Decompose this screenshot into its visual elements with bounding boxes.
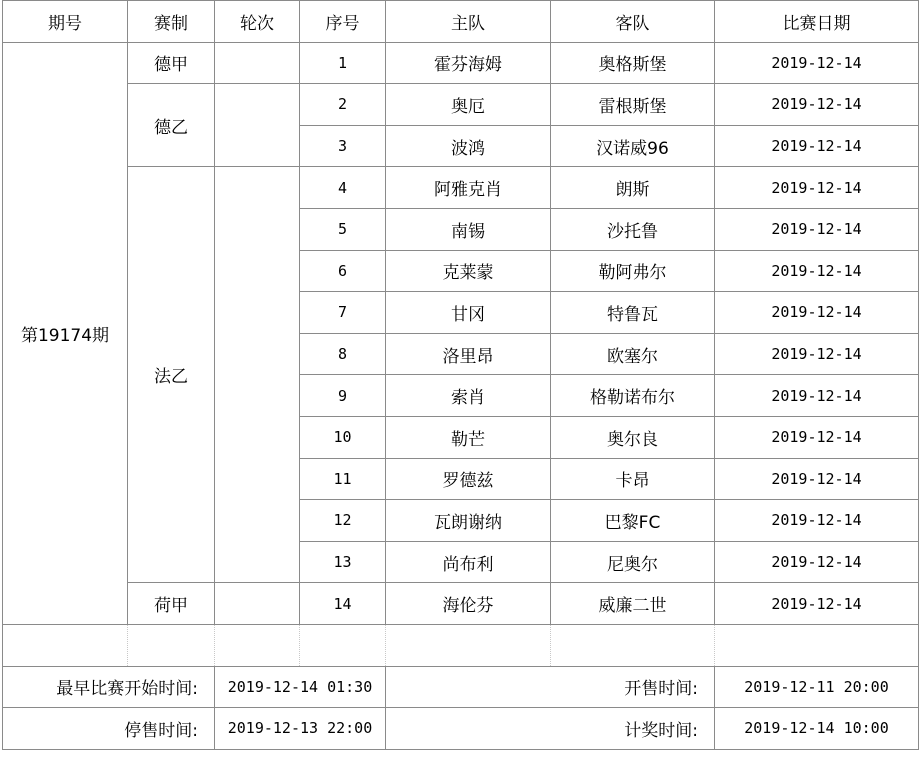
match-no: 7 — [300, 292, 386, 334]
away-team: 特鲁瓦 — [551, 292, 715, 334]
away-team: 沙托鲁 — [551, 208, 715, 250]
match-date: 2019-12-14 — [715, 84, 919, 126]
prize-time-label: 计奖时间: — [386, 708, 715, 750]
round-cell — [215, 42, 300, 84]
footer-row-1 — [3, 666, 919, 708]
match-no: 4 — [300, 167, 386, 209]
header-no: 序号 — [300, 1, 386, 43]
league-cell: 德乙 — [128, 84, 215, 167]
table-row — [3, 84, 919, 126]
round-cell — [215, 84, 300, 167]
home-team: 洛里昂 — [386, 333, 551, 375]
match-no: 14 — [300, 583, 386, 625]
home-team: 奥厄 — [386, 84, 551, 126]
match-date: 2019-12-14 — [715, 208, 919, 250]
away-team: 卡昂 — [551, 458, 715, 500]
header-league: 赛制 — [128, 1, 215, 43]
home-team: 甘冈 — [386, 292, 551, 334]
away-team: 威廉二世 — [551, 583, 715, 625]
match-date: 2019-12-14 — [715, 167, 919, 209]
away-team: 奥尔良 — [551, 416, 715, 458]
away-team: 奥格斯堡 — [551, 42, 715, 84]
away-team: 欧塞尔 — [551, 333, 715, 375]
away-team: 尼奥尔 — [551, 541, 715, 583]
blank-cell — [551, 624, 715, 666]
blank-cell — [128, 624, 215, 666]
sale-stop-value: 2019-12-13 22:00 — [215, 708, 386, 750]
header-date: 比赛日期 — [715, 1, 919, 43]
match-date: 2019-12-14 — [715, 458, 919, 500]
match-date: 2019-12-14 — [715, 333, 919, 375]
round-cell — [215, 583, 300, 625]
league-cell: 荷甲 — [128, 583, 215, 625]
match-no: 13 — [300, 541, 386, 583]
match-date: 2019-12-14 — [715, 125, 919, 167]
blank-cell — [386, 624, 551, 666]
prize-time-value: 2019-12-14 10:00 — [715, 708, 919, 750]
table-row — [3, 42, 919, 84]
match-date: 2019-12-14 — [715, 416, 919, 458]
home-team: 索肖 — [386, 375, 551, 417]
table-row — [3, 167, 919, 209]
match-date: 2019-12-14 — [715, 583, 919, 625]
home-team: 波鸿 — [386, 125, 551, 167]
table-row — [3, 583, 919, 625]
header-issue: 期号 — [3, 1, 128, 43]
league-cell: 德甲 — [128, 42, 215, 84]
header-home: 主队 — [386, 1, 551, 43]
match-no: 10 — [300, 416, 386, 458]
match-no: 12 — [300, 500, 386, 542]
match-no: 11 — [300, 458, 386, 500]
blank-row — [3, 624, 919, 666]
match-date: 2019-12-14 — [715, 292, 919, 334]
match-no: 8 — [300, 333, 386, 375]
match-date: 2019-12-14 — [715, 541, 919, 583]
away-team: 巴黎FC — [551, 500, 715, 542]
away-team: 朗斯 — [551, 167, 715, 209]
home-team: 海伦芬 — [386, 583, 551, 625]
away-team: 雷根斯堡 — [551, 84, 715, 126]
footer-row-2 — [3, 708, 919, 750]
blank-cell — [300, 624, 386, 666]
header-row — [3, 1, 919, 43]
away-team: 汉诺威96 — [551, 125, 715, 167]
match-no: 3 — [300, 125, 386, 167]
away-team: 格勒诺布尔 — [551, 375, 715, 417]
match-date: 2019-12-14 — [715, 375, 919, 417]
home-team: 克莱蒙 — [386, 250, 551, 292]
home-team: 南锡 — [386, 208, 551, 250]
league-cell: 法乙 — [128, 167, 215, 583]
home-team: 尚布利 — [386, 541, 551, 583]
header-away: 客队 — [551, 1, 715, 43]
match-no: 1 — [300, 42, 386, 84]
home-team: 阿雅克肖 — [386, 167, 551, 209]
match-no: 2 — [300, 84, 386, 126]
match-date: 2019-12-14 — [715, 500, 919, 542]
home-team: 霍芬海姆 — [386, 42, 551, 84]
home-team: 罗德兹 — [386, 458, 551, 500]
earliest-start-value: 2019-12-14 01:30 — [215, 666, 386, 708]
match-no: 6 — [300, 250, 386, 292]
sale-open-label: 开售时间: — [386, 666, 715, 708]
blank-cell — [3, 624, 128, 666]
away-team: 勒阿弗尔 — [551, 250, 715, 292]
home-team: 瓦朗谢纳 — [386, 500, 551, 542]
issue-cell: 第19174期 — [3, 42, 128, 624]
blank-cell — [215, 624, 300, 666]
header-round: 轮次 — [215, 1, 300, 43]
match-no: 9 — [300, 375, 386, 417]
match-date: 2019-12-14 — [715, 42, 919, 84]
schedule-table — [2, 0, 919, 750]
blank-cell — [715, 624, 919, 666]
earliest-start-label: 最早比赛开始时间: — [3, 666, 215, 708]
match-date: 2019-12-14 — [715, 250, 919, 292]
sale-stop-label: 停售时间: — [3, 708, 215, 750]
match-no: 5 — [300, 208, 386, 250]
round-cell — [215, 167, 300, 583]
sale-open-value: 2019-12-11 20:00 — [715, 666, 919, 708]
home-team: 勒芒 — [386, 416, 551, 458]
